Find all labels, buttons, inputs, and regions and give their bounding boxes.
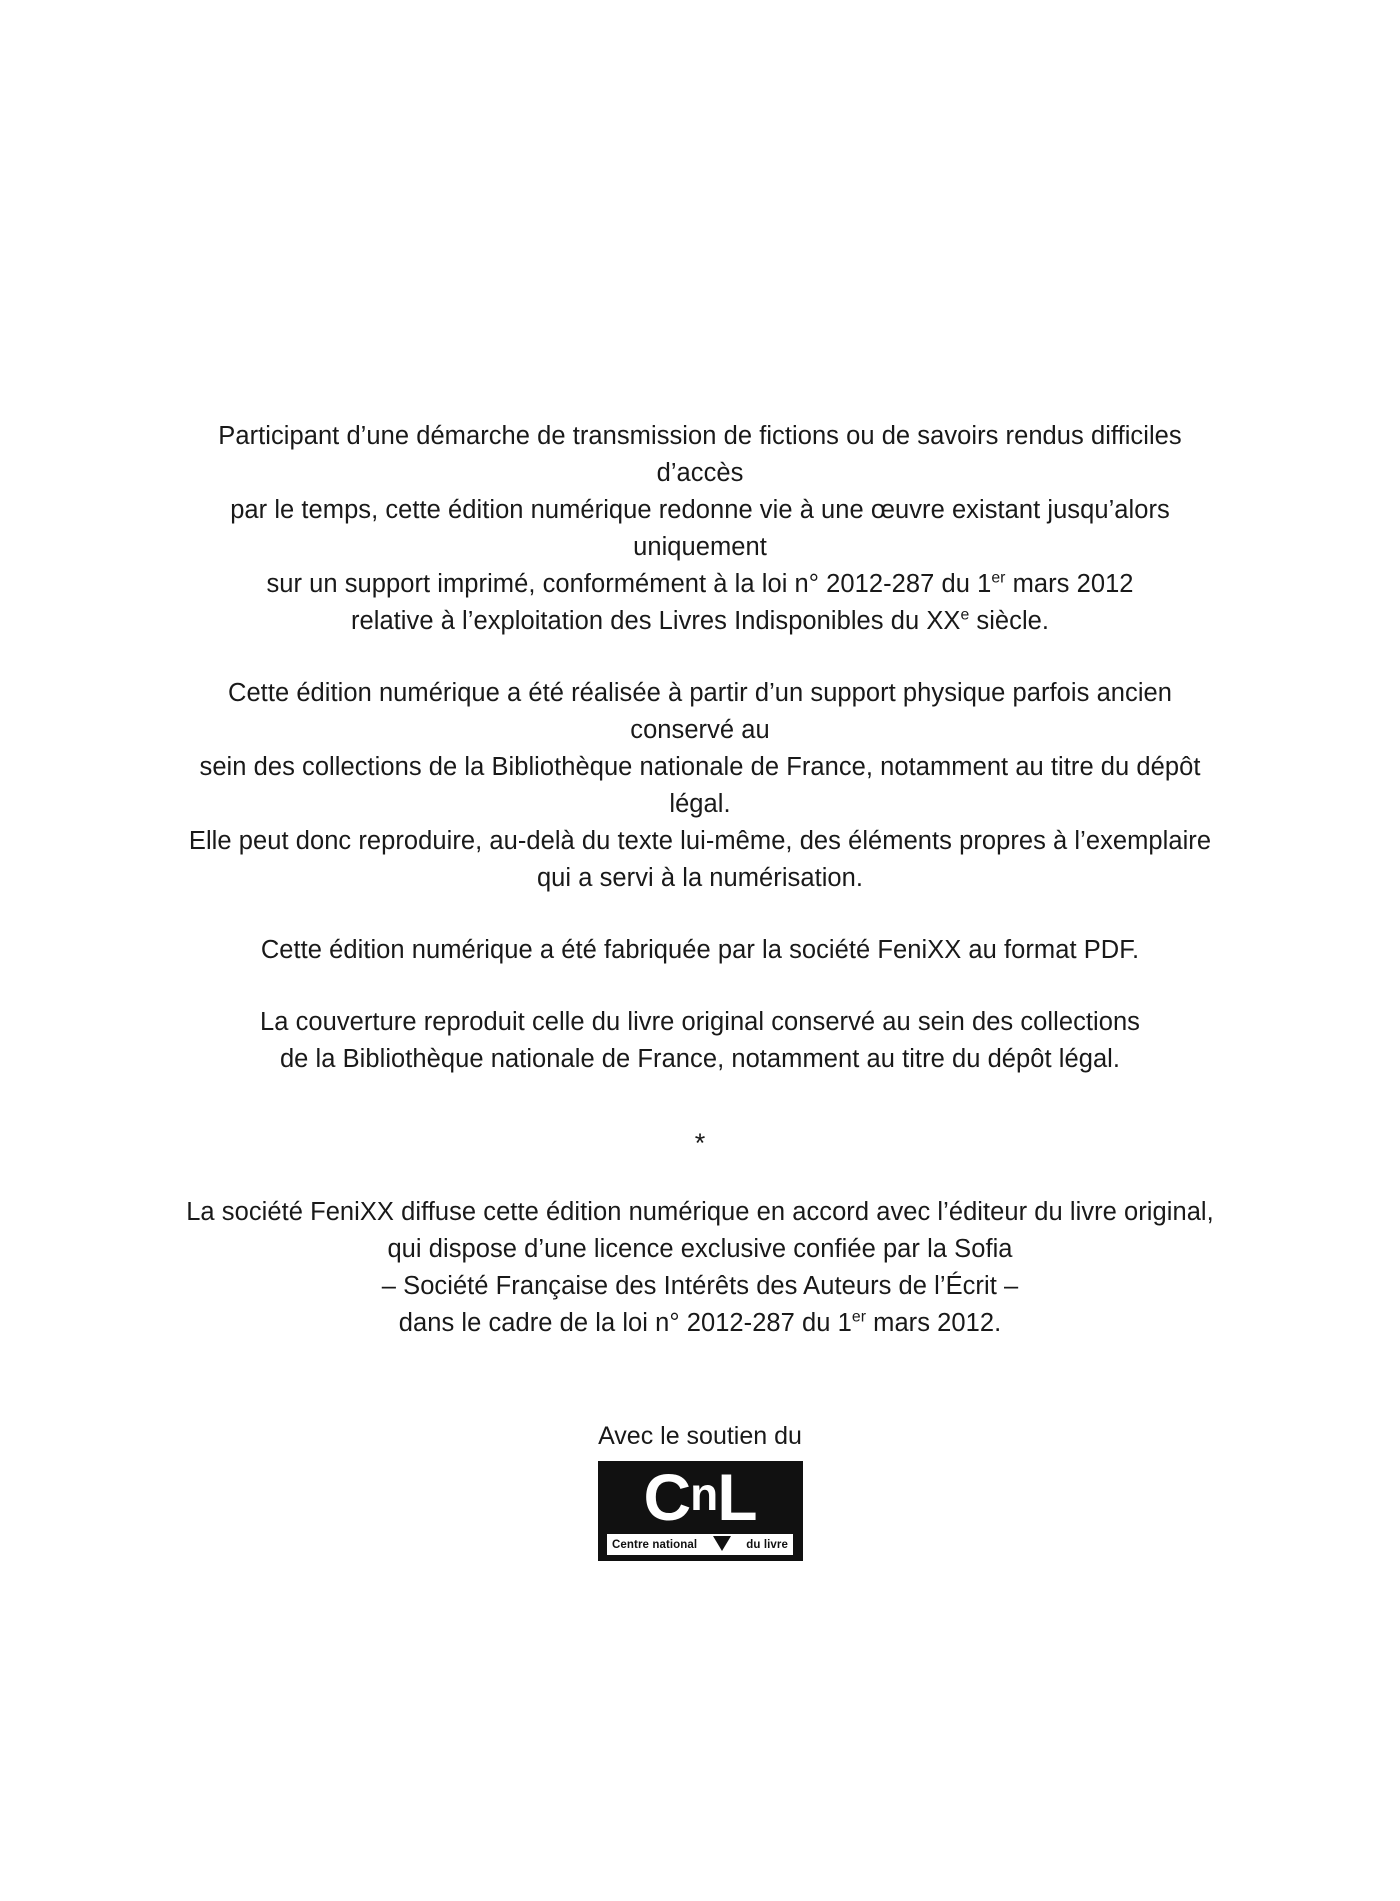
paragraph-line: Cette édition numérique a été réalisée à partir d’un support physique parfois ancien conservé au	[227, 679, 1173, 744]
document-content	[180, 418, 1220, 1561]
paragraph-cover	[260, 1004, 1140, 1078]
ordinal-suffix: er	[991, 569, 1006, 587]
section-separator: *	[694, 1128, 706, 1158]
cnl-logo	[598, 1461, 803, 1561]
cnl-letter-l: L	[717, 1460, 757, 1534]
triangle-icon	[713, 1536, 731, 1551]
cnl-letter-c: C	[643, 1460, 691, 1534]
paragraph-line: par le temps, cette édition numérique redonne vie à une œuvre existant jusqu’alors uniquement	[230, 496, 1170, 561]
paragraph-line: sein des collections de la Bibliothèque nationale de France, notamment au titre du dépôt légal.	[199, 753, 1201, 818]
cnl-tagline-left: Centre national	[612, 1538, 698, 1551]
ordinal-suffix: e	[960, 606, 970, 624]
century-text-after: siècle.	[969, 607, 1050, 635]
support-block	[598, 1421, 803, 1561]
paragraph-line: de la Bibliothèque nationale de France, notamment au titre du dépôt légal.	[279, 1045, 1121, 1073]
paragraph-line: Elle peut donc reproduire, au-delà du texte lui-même, des éléments propres à l’exemplaire	[188, 827, 1212, 855]
cnl-tagline-right: du livre	[746, 1538, 788, 1551]
paragraph-line-law	[399, 1309, 1001, 1337]
cnl-logo-acronym	[643, 1460, 757, 1534]
law-text-before: dans le cadre de la loi n° 2012-287 du 1	[398, 1309, 852, 1337]
ordinal-suffix: er	[851, 1308, 867, 1326]
law-text-before: sur un support imprimé, conformément à la loi n° 2012-287 du 1	[266, 570, 992, 598]
law-text-after: mars 2012	[1005, 570, 1134, 598]
cnl-logo-tagline	[607, 1534, 793, 1555]
paragraph-line: qui dispose d’une licence exclusive confiée par la Sofia	[387, 1235, 1013, 1263]
century-text-before: relative à l’exploitation des Livres Indisponibles du XX	[350, 607, 961, 635]
paragraph-line: La société FeniXX diffuse cette édition numérique en accord avec l’éditeur du livre original,	[186, 1198, 1214, 1226]
paragraph-line: – Société Française des Intérêts des Auteurs de l’Écrit –	[381, 1272, 1019, 1300]
paragraph-line-century	[351, 607, 1049, 635]
paragraph-manufacturer	[261, 932, 1139, 969]
paragraph-line: Participant d’une démarche de transmission de fictions ou de savoirs rendus difficiles d’accès	[218, 422, 1182, 487]
paragraph-distribution	[186, 1194, 1214, 1342]
paragraph-physical-support	[180, 675, 1220, 897]
support-label: Avec le soutien du	[598, 1422, 802, 1450]
law-text-after: mars 2012.	[866, 1309, 1002, 1337]
paragraph-line: Cette édition numérique a été fabriquée par la société FeniXX au format PDF.	[260, 936, 1140, 964]
cnl-letter-n: n	[690, 1468, 718, 1520]
paragraph-transmission	[180, 418, 1220, 640]
paragraph-line: qui a servi à la numérisation.	[536, 864, 864, 892]
paragraph-line-law	[266, 570, 1133, 598]
paragraph-line: La couverture reproduit celle du livre original conservé au sein des collections	[260, 1008, 1140, 1036]
